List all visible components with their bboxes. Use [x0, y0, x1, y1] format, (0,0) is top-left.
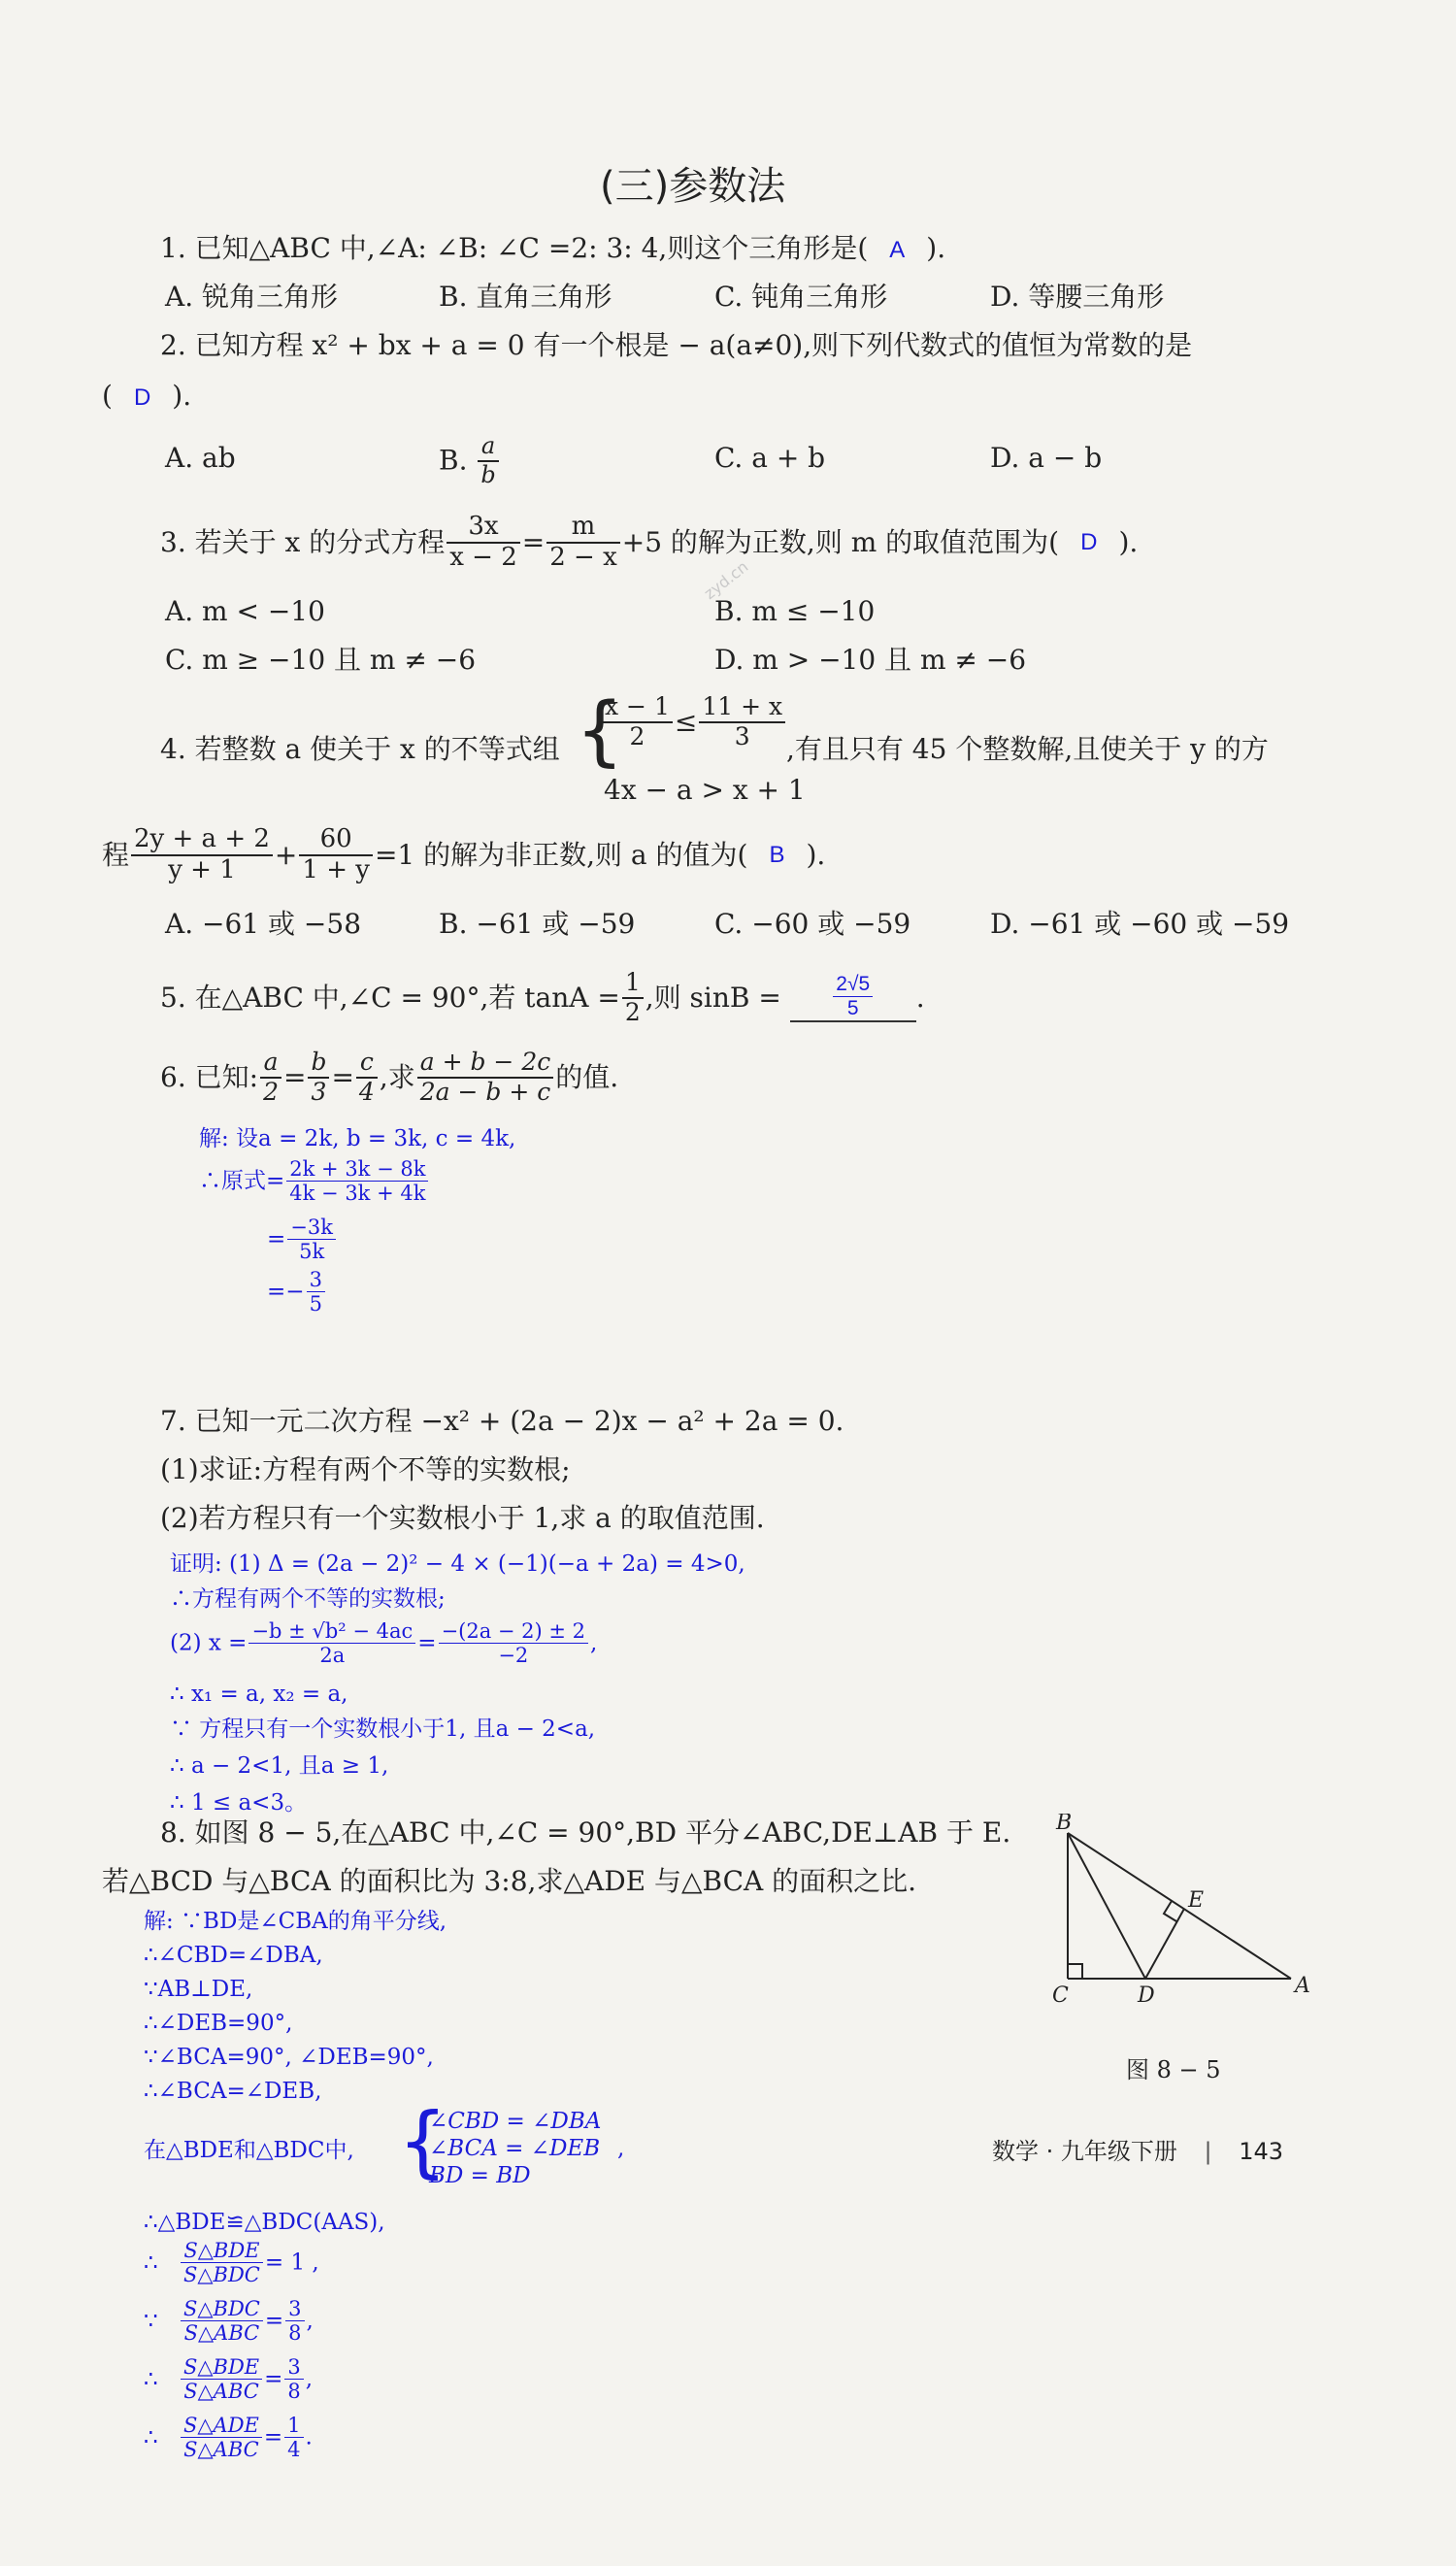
q8-ratio-2-frac [181, 2355, 262, 2403]
q2-open: ( [102, 380, 113, 412]
q8-ratio-1-frac [181, 2297, 263, 2345]
watermark: zyd.cn [700, 556, 752, 604]
q8-ratio-2-eq: = [264, 2366, 283, 2392]
q8-ratio-0-frac [181, 2239, 263, 2286]
q6-s2-den: 5k [299, 1240, 325, 1264]
q2-stem: 2. 已知方程 x² + bx + a = 0 有一个根是 − a(a≠0),则下列代数式的值恒为常数的是 [160, 329, 1193, 361]
q8-system-2: BD = BD [429, 2163, 531, 2188]
figure-caption: 图 8 − 5 [1126, 2056, 1221, 2083]
q4-sys1-num2: 11 + x [699, 693, 785, 723]
q2-option-d: D. a − b [990, 442, 1103, 474]
q6-s3-den: 5 [309, 1292, 322, 1316]
q6-e-den: 2a − b + c [419, 1077, 551, 1106]
q6-r1-den: 2 [263, 1077, 279, 1106]
q2-answer: D [133, 384, 151, 411]
q3-stem-b: +5 的解为正数,则 m 的取值范围为( [621, 525, 1060, 558]
q8-ratio-2-val-num: 3 [284, 2355, 303, 2380]
q3-f1-den: x − 2 [449, 542, 517, 572]
q8-ratio-2-den: S△ABC [183, 2380, 259, 2404]
q4-eq-frac2 [299, 825, 373, 885]
q8-ratio-2-sym: ∴ [144, 2366, 158, 2392]
q7-sol5: ∵ 方程只有一个实数根小于1, 且a − 2<a, [170, 1716, 596, 1742]
q8-sol-2: ∵AB⊥DE, [144, 1977, 253, 2002]
page-number: 143 [1239, 2138, 1284, 2165]
q6-ratio-a [260, 1049, 281, 1107]
q7-sol6: ∴ a − 2<1, 且a ≥ 1, [170, 1753, 389, 1779]
q4-g2-den: 1 + y [302, 854, 370, 884]
q8-sol-0: 解: ∵BD是∠CBA的角平分线, [144, 1909, 447, 1934]
q4-stem-a: 4. 若整数 a 使关于 x 的不等式组 [160, 733, 560, 765]
right-angle-c [1068, 1964, 1082, 1979]
q4-line2 [102, 825, 825, 885]
q6-eq-3: = [267, 1279, 286, 1305]
q8-ratio-2-val-den: 8 [287, 2380, 301, 2404]
q1-stem-text: 1. 已知△ABC 中,∠A: ∠B: ∠C =2: 3: 4,则这个三角形是( [160, 232, 869, 264]
q7-sol7: ∴ 1 ≤ a<3。 [170, 1790, 308, 1816]
q6-label: 6. 已知: [160, 1060, 259, 1093]
q3-close: ). [1118, 525, 1139, 558]
q2-close: ). [172, 380, 192, 412]
q3-option-c: C. m ≥ −10 且 m ≠ −6 [165, 644, 477, 676]
q5-stem-a: 5. 在△ABC 中,∠C = 90°,若 tanA = [160, 981, 620, 1014]
q5-t-den: 2 [624, 997, 641, 1026]
q4-option-b: B. −61 或 −59 [439, 908, 636, 940]
q6-sol-frac1 [286, 1157, 428, 1205]
q6-stem [160, 1049, 618, 1107]
section-title: (三)参数法 [600, 164, 786, 209]
q6-equals-1: = [282, 1060, 307, 1093]
q3-eq: = [521, 525, 546, 558]
q1-answer: A [889, 237, 906, 263]
q6-solution-line4 [267, 1268, 327, 1316]
q1-option-b: B. 直角三角形 [439, 281, 612, 313]
q6-r3-num: c [356, 1049, 378, 1079]
label-a: A [1295, 1974, 1310, 1998]
q4-close: ). [806, 838, 826, 871]
q7-comma: , [590, 1630, 598, 1656]
q8-ratio-3-sym: ∴ [144, 2424, 158, 2450]
q4-option-a: A. −61 或 −58 [165, 908, 362, 940]
q4-brace: { [576, 687, 624, 775]
q8-ratio-0-num: S△BDE [181, 2239, 263, 2263]
footer-separator: | [1204, 2138, 1212, 2165]
q8-ratio-2-num: S△BDE [181, 2355, 262, 2380]
q7-sol3 [170, 1619, 597, 1667]
q6-r3-den: 4 [358, 1077, 375, 1106]
q3-stem [160, 513, 1138, 573]
q8-ratio-0-val: = 1 , [264, 2249, 319, 2276]
label-e: E [1188, 1888, 1205, 1913]
q6-end: 的值. [555, 1060, 619, 1093]
q8-sol-4: ∵∠BCA=90°, ∠DEB=90°, [144, 2045, 434, 2070]
q6-solution-line1: 解: 设a = 2k, b = 3k, c = 4k, [199, 1126, 516, 1151]
q8-ratio-2-value [284, 2355, 303, 2403]
q8-ratio-1-value [285, 2297, 304, 2345]
q6-e-num: a + b − 2c [417, 1049, 554, 1079]
q7-f1-den: 2a [319, 1644, 346, 1668]
q6-equals-2: = [331, 1060, 354, 1093]
footer-book: 数学 · 九年级下册 [992, 2138, 1177, 2165]
q7-f2-num: −(2a − 2) ± 2 [439, 1619, 588, 1644]
q8-ratio-3 [144, 2414, 313, 2461]
right-angle-e [1164, 1901, 1176, 1921]
q6-r1-num: a [260, 1049, 281, 1079]
q7-sol4: ∴ x₁ = a, x₂ = a, [170, 1682, 348, 1707]
q8-line2: 若△BCD 与△BCA 的面积比为 3:8,求△ADE 与△BCA 的面积之比. [102, 1865, 917, 1897]
q5-stem-b: ,则 sinB = [645, 981, 781, 1014]
q4-sys1-den: 2 [629, 721, 645, 750]
q6-solution-line2 [199, 1157, 430, 1205]
q6-sol-frac3 [307, 1268, 325, 1316]
q8-ratio-1-val-den: 8 [288, 2321, 302, 2346]
q8-in-triangles: 在△BDE和△BDC中, [144, 2138, 354, 2163]
footer [992, 2132, 1283, 2166]
q4-sys1-den2: 3 [734, 721, 750, 750]
q8-ratio-1-num: S△BDC [181, 2297, 263, 2321]
q8-ratio-0-den: S△BDC [183, 2263, 260, 2287]
segment-bd [1068, 1833, 1145, 1979]
q4-g1-num: 2y + a + 2 [131, 825, 273, 856]
q4-system-row2: 4x − a > x + 1 [604, 774, 806, 806]
q3-option-a: A. m < −10 [165, 595, 325, 627]
q8-congruent: ∴△BDE≌△BDC(AAS), [144, 2210, 385, 2235]
q6-solution-line3 [267, 1216, 338, 1263]
q1-option-a: A. 锐角三角形 [165, 281, 339, 313]
q8-ratio-1-val: , [306, 2308, 314, 2334]
q3-option-b: B. m ≤ −10 [714, 595, 876, 627]
q8-sol-3: ∴∠DEB=90°, [144, 2011, 293, 2036]
q6-mid: ,求 [379, 1060, 415, 1093]
q7-sol1: 证明: (1) Δ = (2a − 2)² − 4 × (−1)(−a + 2a) = 4>0, [170, 1551, 745, 1577]
q3-fraction-1 [447, 513, 520, 573]
q4-answer: B [769, 841, 785, 868]
q4-sys1-rel: ≤ [674, 705, 698, 738]
q8-ratio-1-eq: = [264, 2308, 284, 2334]
q8-ratio-0 [144, 2239, 319, 2286]
q8-system-1: ∠BCA = ∠DEB [429, 2136, 601, 2161]
q8-system-brace: { [398, 2096, 447, 2186]
q6-sol-label: ∴原式= [199, 1168, 285, 1194]
q7-sol3-label: (2) x = [170, 1630, 248, 1656]
q6-s1-den: 4k − 3k + 4k [289, 1182, 426, 1206]
q7-f2-den: −2 [498, 1644, 529, 1668]
q3-f2-den: 2 − x [549, 542, 617, 572]
q7-part1: (1)求证:方程有两个不等的实数根; [160, 1453, 571, 1485]
q5-ans-num: 2√5 [833, 973, 873, 997]
q6-ratio-c [356, 1049, 378, 1107]
q5-t-num: 1 [622, 969, 644, 999]
q4-line2-b: =1 的解为非正数,则 a 的值为( [374, 838, 748, 871]
q7-root-frac [439, 1619, 588, 1667]
q5-answer-blank [790, 973, 916, 1022]
q8-ratio-1-val-num: 3 [285, 2297, 304, 2321]
q3-f2-num: m [546, 513, 620, 544]
q1-close: ). [926, 232, 946, 264]
label-c: C [1052, 1983, 1069, 2008]
q8-ratio-1-sym: ∵ [144, 2308, 158, 2334]
q3-answer: D [1080, 528, 1098, 555]
q7-stem: 7. 已知一元二次方程 −x² + (2a − 2)x − a² + 2a = 0. [160, 1405, 844, 1437]
q1-option-c: C. 钝角三角形 [714, 281, 888, 313]
q8-system-comma: , [617, 2136, 625, 2161]
q2-b-den: b [480, 460, 496, 488]
q4-sys-frac1 [602, 693, 673, 751]
q7-f1-num: −b ± √b² − 4ac [248, 1619, 415, 1644]
q3-stem-a: 3. 若关于 x 的分式方程 [160, 525, 446, 558]
q2-option-c: C. a + b [714, 442, 826, 474]
q6-s3-pre: − [285, 1279, 305, 1305]
q2-line2 [102, 379, 191, 416]
q3-f1-num: 3x [447, 513, 520, 544]
q8-system-0: ∠CBD = ∠DBA [429, 2109, 602, 2134]
q6-ratio-b [308, 1049, 329, 1107]
q7-sol2: ∴方程有两个不等的实数根; [170, 1586, 446, 1612]
q6-s3-num: 3 [307, 1268, 325, 1292]
q7-part2: (2)若方程只有一个实数根小于 1,求 a 的取值范围. [160, 1502, 765, 1534]
q8-sol-1: ∴∠CBD=∠DBA, [144, 1943, 323, 1968]
q4-option-d: D. −61 或 −60 或 −59 [990, 908, 1290, 940]
q8-ratio-2 [144, 2355, 313, 2403]
q5-answer [833, 973, 873, 1020]
q7-equals: = [417, 1630, 437, 1656]
q8-ratio-1-den: S△ABC [183, 2321, 260, 2346]
q7-formula-frac [248, 1619, 415, 1667]
q5-tan-fraction [622, 969, 644, 1027]
q8-ratio-3-val-den: 4 [287, 2438, 301, 2462]
q6-s1-num: 2k + 3k − 8k [286, 1157, 428, 1182]
q8-ratio-3-eq: = [263, 2424, 283, 2450]
figure-8-5 [1048, 1814, 1330, 2008]
label-b: B [1056, 1814, 1073, 1835]
q5-end: . [915, 981, 925, 1014]
q2-option-b-label: B. [439, 444, 468, 477]
q4-plus: + [274, 838, 298, 871]
q4-g2-num: 60 [299, 825, 373, 856]
q8-ratio-2-val: , [305, 2366, 314, 2392]
q6-r2-num: b [308, 1049, 329, 1079]
q6-s2-num: −3k [287, 1216, 336, 1240]
q2-b-num: a [478, 433, 498, 462]
q8-ratio-1 [144, 2297, 314, 2345]
q2-option-b [439, 433, 501, 488]
q1-option-d: D. 等腰三角形 [990, 281, 1165, 313]
q8-ratio-3-num: S△ADE [181, 2414, 262, 2438]
q8-ratio-3-value [284, 2414, 303, 2461]
q4-sys-frac2 [699, 693, 785, 751]
q8-ratio-3-frac [181, 2414, 262, 2461]
q8-ratio-3-den: S△ABC [183, 2438, 259, 2462]
q6-sol-frac2 [287, 1216, 336, 1263]
label-d: D [1138, 1983, 1155, 2008]
q2-option-b-fraction [478, 433, 498, 488]
q8-ratio-0-sym: ∴ [144, 2249, 158, 2276]
q8-sol-5: ∴∠BCA=∠DEB, [144, 2079, 322, 2104]
q8-ratio-3-val: . [305, 2424, 313, 2450]
q5-stem [160, 969, 925, 1027]
q2-option-a: A. ab [165, 442, 236, 474]
q8-line1: 8. 如图 8 − 5,在△ABC 中,∠C = 90°,BD 平分∠ABC,DE⊥AB 于 E. [160, 1816, 1011, 1849]
segment-de [1145, 1909, 1184, 1979]
q4-g1-den: y + 1 [168, 854, 236, 884]
q4-system-row1 [600, 693, 787, 751]
q1-stem [160, 231, 945, 268]
q4-stem-b: ,有且只有 45 个整数解,且使关于 y 的方 [786, 733, 1269, 765]
q3-fraction-2 [546, 513, 620, 573]
q4-line2-a: 程 [102, 838, 130, 871]
q6-expression [417, 1049, 554, 1107]
q6-eq-2: = [267, 1226, 286, 1252]
q6-r2-den: 3 [311, 1077, 327, 1106]
q4-sys1-num: x − 1 [602, 693, 673, 723]
q5-ans-den: 5 [846, 997, 859, 1020]
q4-option-c: C. −60 或 −59 [714, 908, 911, 940]
edge-ab [1068, 1833, 1291, 1979]
q4-eq-frac1 [131, 825, 273, 885]
q8-ratio-3-val-num: 1 [284, 2414, 303, 2438]
q3-option-d: D. m > −10 且 m ≠ −6 [714, 644, 1027, 676]
